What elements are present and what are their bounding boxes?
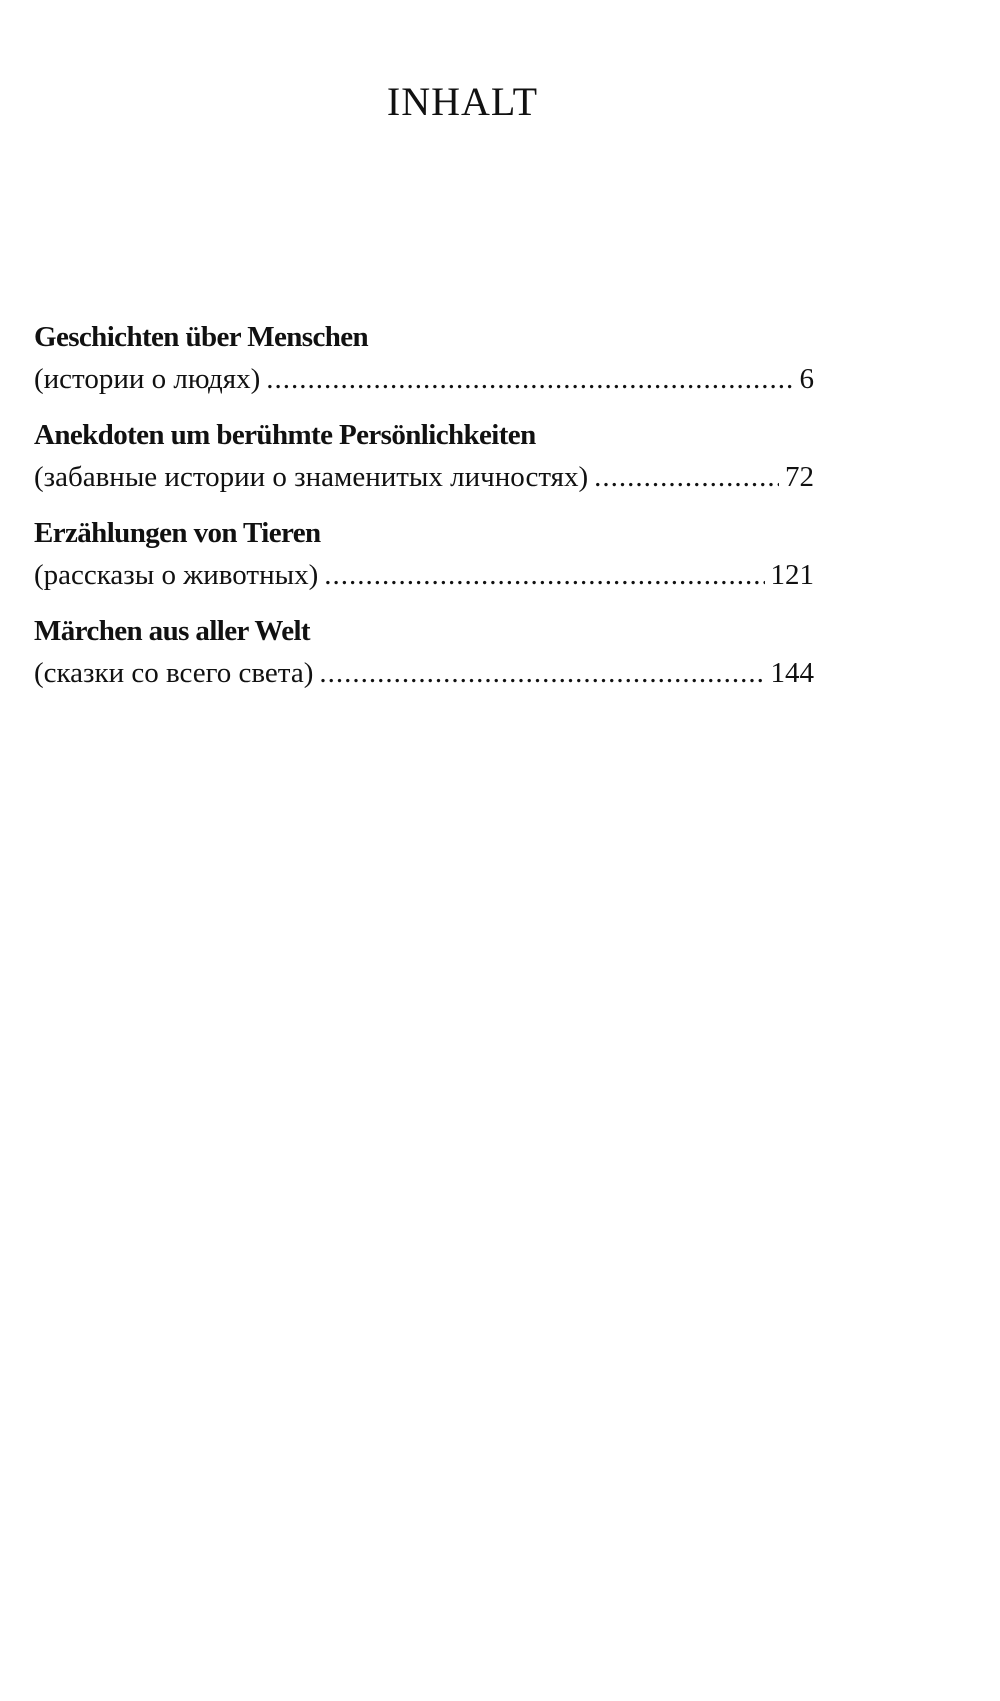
toc-entry-page-number: 121 xyxy=(770,559,814,591)
toc-entry-subtitle: (рассказы о животных) xyxy=(34,559,319,591)
toc-entry-line xyxy=(34,358,814,400)
toc-entry-subtitle: (истории о людях) xyxy=(34,363,261,395)
table-of-contents xyxy=(34,316,814,708)
toc-entry-line xyxy=(34,456,814,498)
toc-entry-title: Anekdoten um berühmte Persönlichkeiten xyxy=(34,419,536,451)
dot-leader xyxy=(319,652,764,694)
toc-entry-title: Märchen aus aller Welt xyxy=(34,615,310,647)
page-title: INHALT xyxy=(386,79,539,124)
toc-entry-line xyxy=(34,554,814,596)
toc-entry-subtitle: (сказки со всего света) xyxy=(34,657,314,689)
toc-entry-page-number: 72 xyxy=(785,461,814,493)
toc-entry xyxy=(34,512,814,596)
toc-entry xyxy=(34,610,814,694)
toc-entry-page-number: 6 xyxy=(799,363,814,395)
toc-entry xyxy=(34,414,814,498)
toc-entry-title: Geschichten über Menschen xyxy=(34,321,369,353)
dot-leader xyxy=(324,554,764,596)
toc-entry-page-number: 144 xyxy=(770,657,814,689)
dot-leader xyxy=(266,358,793,400)
dot-leader xyxy=(594,456,779,498)
toc-entry-subtitle: (забавные истории о знаменитых личностях) xyxy=(34,461,589,493)
toc-entry-title: Erzählungen von Tieren xyxy=(34,517,321,549)
toc-entry xyxy=(34,316,814,400)
toc-entry-line xyxy=(34,652,814,694)
